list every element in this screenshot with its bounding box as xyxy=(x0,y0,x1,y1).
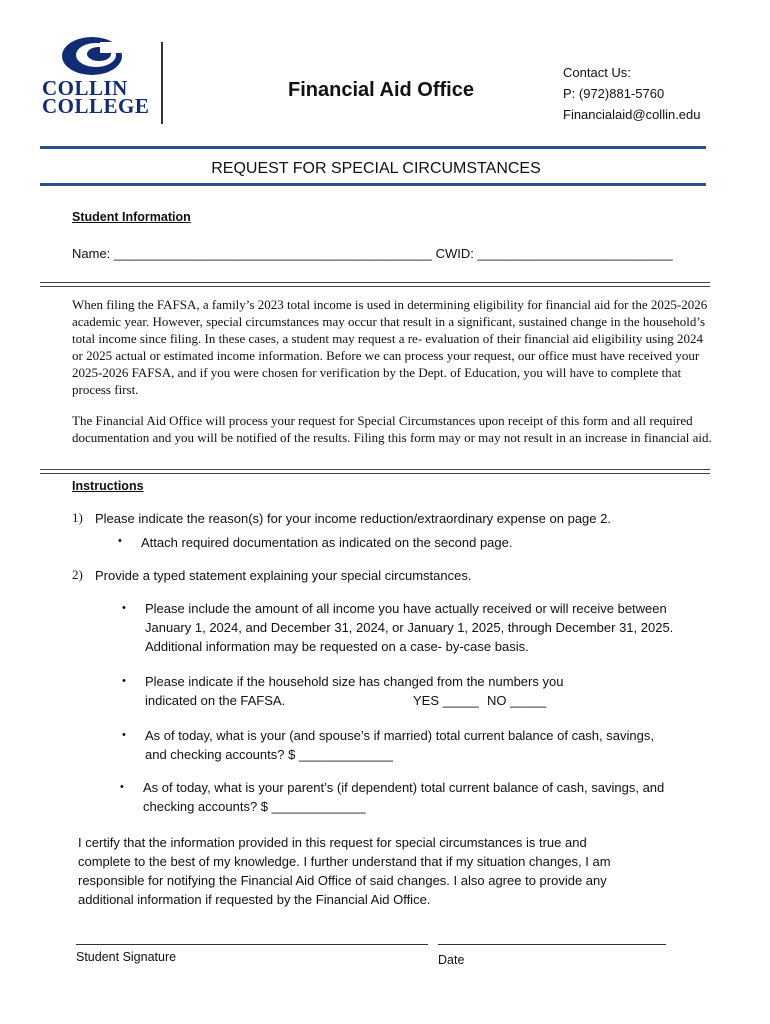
instruction-item-2: Provide a typed statement explaining your special circumstances. xyxy=(95,568,472,583)
student-balance-bullet: As of today, what is your (and spouse’s if married) total current balance of cash, savings, xyxy=(145,728,654,743)
header-divider xyxy=(161,42,163,124)
title-rule-top xyxy=(40,146,706,149)
date-line[interactable] xyxy=(438,944,666,945)
section-divider-1 xyxy=(40,282,710,287)
household-bullet-line2: indicated on the FAFSA. xyxy=(145,693,286,708)
income-bullet-line: Please include the amount of all income you have actually received or will receive between xyxy=(145,601,667,616)
bullet-icon: • xyxy=(118,535,122,547)
household-no-field[interactable]: NO _____ xyxy=(487,693,547,708)
office-title: Financial Aid Office xyxy=(288,79,474,101)
certification-line: responsible for notifying the Financial Aid Office of said changes. I also agree to provide any xyxy=(78,873,607,888)
contact-phone: P: (972)881-5760 xyxy=(563,86,665,101)
contact-block xyxy=(563,62,701,125)
certification-line: I certify that the information provided in this request for special circumstances is true and xyxy=(78,835,587,850)
student-signature-line[interactable] xyxy=(76,944,428,945)
household-yes-field[interactable]: YES _____ xyxy=(413,693,479,708)
collin-logo-swoosh-icon xyxy=(60,34,124,78)
title-rule-bottom xyxy=(40,183,706,186)
logo-text-college: COLLEGE xyxy=(42,94,150,118)
bullet-icon: • xyxy=(120,781,124,793)
name-cwid-field[interactable]: Name: ____________________________________________ CWID: ___________________________ xyxy=(72,246,673,261)
student-info-heading: Student Information xyxy=(72,210,191,224)
logo-text-collin: COLLIN xyxy=(42,76,128,100)
processing-paragraph: The Financial Aid Office will process your request for Special Circumstances upon receipt of this form and all required documentation and you will be notified of the results. Filing this form may or may not result in an increase in financial aid. xyxy=(72,413,712,445)
fafsa-explanation-paragraph: When filing the FAFSA, a family’s 2023 total income is used in determining eligibility for financial aid for the 2025-2026 academic year. However, special circumstances may occur that result in a significant, sustained change in the household’s total income since filing. In these cases, a student may request a re- evaluation of their financial aid eligibility using 2024 or 2025 actual or estimated income information. Before we can process your request, our office must have received your 2025-2026 FAFSA, and if you were chosen for verification by the Dept. of Education, you will have to complete that process first. xyxy=(72,297,708,397)
instructions-heading: Instructions xyxy=(72,479,144,493)
bullet-icon: • xyxy=(122,675,126,687)
item-number-2: 2) xyxy=(72,567,83,582)
certification-statement xyxy=(78,833,611,909)
certification-line: complete to the best of my knowledge. I further understand that if my situation changes, I am xyxy=(78,854,611,869)
household-bullet: Please indicate if the household size has changed from the numbers you xyxy=(145,674,564,689)
parent-balance-field[interactable]: checking accounts? $ _____________ xyxy=(143,799,366,814)
item-number-1: 1) xyxy=(72,510,83,525)
certification-line: additional information if requested by the Financial Aid Office. xyxy=(78,892,431,907)
income-bullet xyxy=(145,599,673,656)
section-divider-2 xyxy=(40,469,710,474)
collin-college-logo xyxy=(40,34,150,118)
parent-balance-bullet: As of today, what is your parent’s (if dependent) total current balance of cash, savings, and xyxy=(143,780,665,795)
contact-email[interactable]: Financialaid@collin.edu xyxy=(563,107,701,122)
income-bullet-line: Additional information may be requested on a case- by-case basis. xyxy=(145,639,529,654)
instruction-item-1-bullet: Attach required documentation as indicated on the second page. xyxy=(141,535,513,550)
form-title: REQUEST FOR SPECIAL CIRCUMSTANCES xyxy=(211,160,541,177)
bullet-icon: • xyxy=(122,729,126,741)
instruction-item-1: Please indicate the reason(s) for your income reduction/extraordinary expense on page 2. xyxy=(95,511,611,526)
income-bullet-line: January 1, 2024, and December 31, 2024, or January 1, 2025, through December 31, 2025. xyxy=(145,620,674,635)
date-label: Date xyxy=(438,953,465,967)
contact-heading: Contact Us: xyxy=(563,65,631,80)
student-balance-field[interactable]: and checking accounts? $ _____________ xyxy=(145,747,393,762)
bullet-icon: • xyxy=(122,602,126,614)
student-signature-label: Student Signature xyxy=(76,950,177,964)
